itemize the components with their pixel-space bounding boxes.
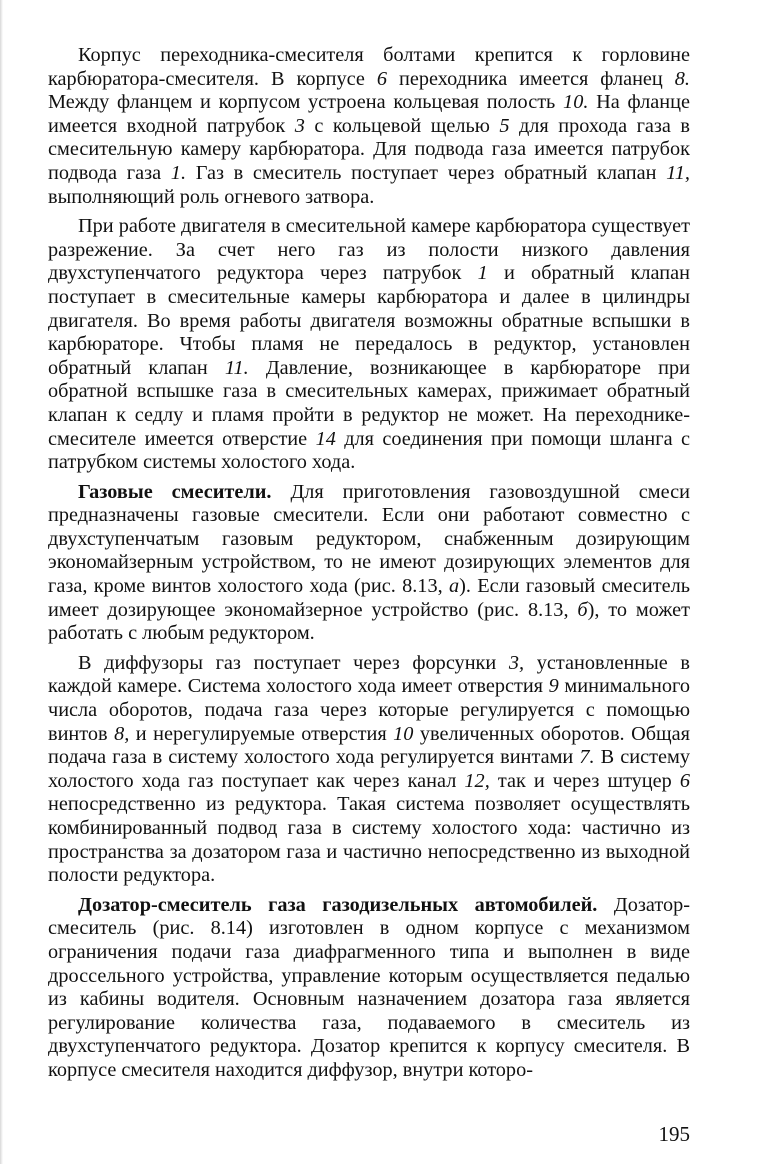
paragraph-text: для прохода газа в смесительную камеру карбюратора. Для подвода газа имеется патрубок подвода газа — [48, 114, 690, 184]
paragraph-text: выполняющий роль огневого затвора. — [48, 185, 375, 208]
paragraph-text: увеличенных оборотов. Общая подача газа в систему холостого хода регулируется винтами — [48, 722, 690, 769]
paragraph-text: ), то может работать с любым редуктором. — [48, 598, 690, 645]
reference-numeral: 8. — [674, 67, 690, 90]
run-in-heading: Газовые смесители. — [78, 480, 272, 503]
reference-numeral: 6 — [679, 769, 691, 792]
reference-numeral: 3 — [294, 114, 305, 137]
reference-numeral: 5 — [499, 114, 510, 137]
reference-numeral: 6 — [376, 67, 387, 90]
paragraph-text: В систему холостого хода газ поступает как через канал — [48, 746, 690, 792]
page-body — [48, 44, 690, 1089]
paragraph-text: Корпус переходника-смесителя болтами крепится к горловине карбюратора-смесителя. В корпусе — [48, 44, 690, 90]
page-number: 195 — [658, 1122, 690, 1146]
paragraph-text: Между фланцем и корпусом устроена кольцевая полость — [48, 91, 564, 114]
paragraph-text: Дозатор-смеситель (рис. 8.14) изготовлен в одном корпусе с механизмом ограничения подачи газа диафрагменного типа и выполнен в виде дроссельного устройства, управление которым осуществляется педалью из кабины водителя. Основным назначением дозатора газа является регулирование количества газа, подаваемого в смеситель из двухступенчатого редуктора. Дозатор крепится к корпусу смесителя. В корпусе смесителя находится диффузор, внутри которо- — [48, 893, 690, 1081]
paragraph-text: В диффузоры газ поступает через форсунки — [78, 651, 509, 674]
paragraph-text: и обратный клапан поступает в смесительные камеры карбюратора и далее в цилиндры двигателя. Во время работы двигателя возможны обратные вспышки в карбюраторе. Чтобы пламя не передалось в редуктор, установлен обратный клапан — [48, 262, 690, 379]
paragraph-text: для соединения при помощи шланга с патрубком системы холостого хода. — [48, 427, 690, 474]
paragraph-text: и нерегулируемые отверстия — [129, 722, 394, 745]
paragraph-text: непосредственно из редуктора. Такая система позволяет осуществлять комбинированный подвод газа в систему холостого хода: частично из пространства за дозатором газа и частично непосредственно из выходной полости редуктора. — [48, 793, 690, 887]
paragraph-text: ). Если газовый смеситель имеет дозирующее экономайзерное устройство (рис. 8.13, — [48, 575, 690, 621]
paragraph-text: На фланце имеется входной патрубок — [48, 91, 690, 137]
reference-numeral: 11. — [224, 356, 249, 379]
paragraph-4 — [48, 652, 690, 888]
run-in-heading: Дозатор-смеситель газа газодизельных автомобилей. — [78, 893, 598, 916]
reference-numeral: а — [448, 575, 460, 598]
reference-numeral: 3, — [508, 651, 525, 674]
reference-numeral: 14 — [315, 427, 336, 450]
paragraph-text: переходника имеется фланец — [386, 67, 675, 90]
reference-numeral: 10. — [563, 91, 589, 114]
reference-numeral: 11, — [666, 161, 690, 184]
reference-numeral: 12, — [464, 769, 490, 792]
paragraph-1 — [48, 44, 690, 209]
paragraph-text: установленные в каждой камере. Система холостого хода имеет отверстия — [48, 651, 690, 698]
paragraph-text: При работе двигателя в смесительной камере карбюратора существует разрежение. За счет него газ из полости низкого давления двухступенчатого редуктора через патрубок — [48, 215, 690, 285]
paragraph-2 — [48, 215, 690, 475]
paragraph-5 — [48, 894, 690, 1083]
reference-numeral: 1. — [170, 161, 187, 184]
reference-numeral: 1 — [477, 262, 488, 285]
reference-numeral: б — [577, 598, 588, 621]
paragraph-3 — [48, 481, 690, 646]
paragraph-text: Газ в смеситель поступает через обратный клапан — [186, 161, 667, 184]
reference-numeral: 9 — [548, 675, 559, 698]
reference-numeral: 10 — [393, 722, 414, 745]
paragraph-text: минимального числа оборотов, подача газа через которые регулируется с помощью винтов — [48, 675, 690, 745]
paragraph-text: с кольцевой щелью — [304, 114, 500, 137]
paragraph-text: Для приготовления газовоздушной смеси предназначены газовые смесители. Если они работают совместно с двухступенчатым газовым редуктором, снабженным дозирующим экономайзерным устройством, то не имеют дозирующих элементов для газа, кроме винтов холостого хода (рис. 8.13, — [48, 480, 690, 598]
scan-edge-shadow — [0, 0, 3, 1164]
paragraph-text: так и через штуцер — [489, 769, 680, 792]
reference-numeral: 7. — [579, 746, 595, 769]
paragraph-text: Давление, возникающее в карбюраторе при обратной вспышке газа в смесительных камерах, прижимает обратный клапан к седлу и пламя пройти в редуктор не может. На переходнике-смесителе имеется отверстие — [48, 356, 690, 450]
reference-numeral: 8, — [114, 722, 130, 745]
